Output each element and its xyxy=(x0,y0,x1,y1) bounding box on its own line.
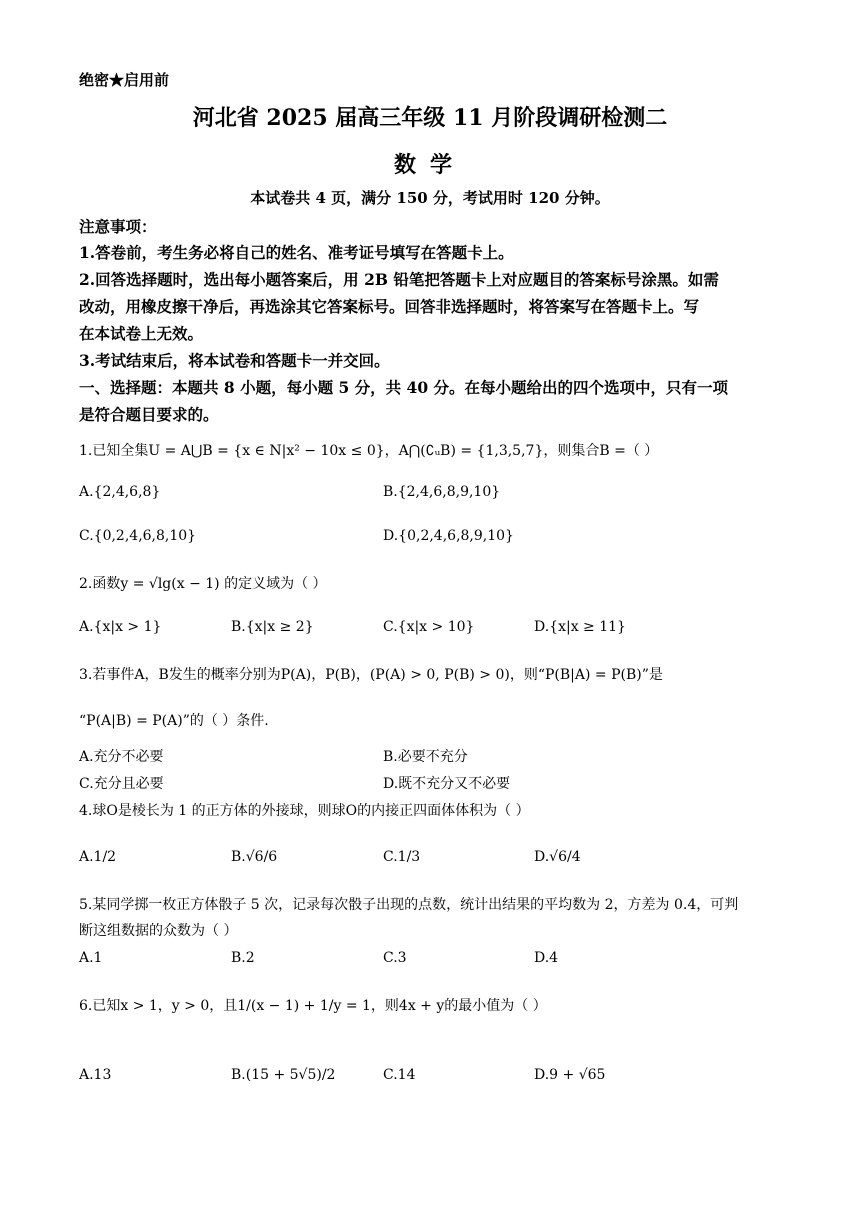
question-6-option-d: D.9 + √65 xyxy=(534,1067,606,1083)
question-5-option-c: C.3 xyxy=(383,950,407,966)
question-1-option-d: D.{0,2,4,6,8,9,10} xyxy=(383,528,514,544)
question-4-option-a: A.1/2 xyxy=(79,849,117,865)
note-item-2-line3: 在本试卷上无效。 xyxy=(79,324,204,343)
question-2-option-a: A.{x|x > 1} xyxy=(79,619,162,635)
note-item-2-line2: 改动，用橡皮擦干净后，再选涂其它答案标号。回答非选择题时，将答案写在答题卡上。写 xyxy=(79,297,700,316)
question-3-option-d: D.既不充分又不必要 xyxy=(383,776,511,792)
question-1-option-b: B.{2,4,6,8,9,10} xyxy=(383,484,501,500)
question-2-stem: 2.函数y = √lg(x − 1) 的定义域为（ ） xyxy=(79,576,327,592)
question-5-stem: 5.某同学掷一枚正方体骰子 5 次，记录每次骰子出现的点数，统计出结果的平均数为 2，方差为 0.4，可判 xyxy=(79,897,739,913)
section-heading-line2: 是符合题目要求的。 xyxy=(79,405,219,424)
question-6-option-a: A.13 xyxy=(79,1067,112,1083)
question-2-option-b: B.{x|x ≥ 2} xyxy=(231,619,314,635)
note-item-1: 1.答卷前，考生务必将自己的姓名、准考证号填写在答题卡上。 xyxy=(79,243,514,262)
note-item-2-line1: 2.回答选择题时，选出每小题答案后，用 2B 铅笔把答题卡上对应题目的答案标号涂黑。如需 xyxy=(79,270,719,289)
question-2-option-d: D.{x|x ≥ 11} xyxy=(534,619,626,635)
section-heading-line1: 一、选择题：本题共 8 小题，每小题 5 分，共 40 分。在每小题给出的四个选项中，只有一项 xyxy=(79,378,729,397)
question-4-stem: 4.球O是棱长为 1 的正方体的外接球，则球O的内接正四面体体积为（ ） xyxy=(79,803,530,819)
question-3-option-c: C.充分且必要 xyxy=(79,776,164,792)
note-item-3: 3.考试结束后，将本试卷和答题卡一并交回。 xyxy=(79,351,390,370)
question-6-option-b: B.(15 + 5√5)/2 xyxy=(231,1067,336,1083)
question-1-option-c: C.{0,2,4,6,8,10} xyxy=(79,528,197,544)
question-4-option-c: C.1/3 xyxy=(383,849,421,865)
question-6-option-c: C.14 xyxy=(383,1067,416,1083)
subject-title: 数学 xyxy=(393,152,466,178)
question-4-option-b: B.√6/6 xyxy=(231,849,278,865)
question-5-option-b: B.2 xyxy=(231,950,255,966)
secret-mark: 绝密★启用前 xyxy=(79,71,170,89)
question-1-stem: 1.已知全集U = A⋃B = {x ∈ N|x² − 10x ≤ 0}，A⋂(∁ᵤB) = {1,3,5,7}，则集合B =（ ） xyxy=(79,443,659,459)
question-2-option-c: C.{x|x > 10} xyxy=(383,619,475,635)
question-3-option-a: A.充分不必要 xyxy=(79,749,164,765)
question-3-stem: 3.若事件A，B发生的概率分别为P(A)，P(B)，(P(A) > 0, P(B) > 0)，则“P(B|A) = P(B)”是 xyxy=(79,667,663,683)
notes-heading: 注意事项： xyxy=(79,217,157,236)
question-3-option-b: B.必要不充分 xyxy=(383,749,468,765)
exam-title: 河北省 2025 届高三年级 11 月阶段调研检测二 xyxy=(192,105,668,131)
question-6-stem: 6.已知x > 1，y > 0，且1/(x − 1) + 1/y = 1，则4x + y的最小值为（ ） xyxy=(79,998,547,1014)
question-5-option-a: A.1 xyxy=(79,950,103,966)
exam-info: 本试卷共 4 页，满分 150 分，考试用时 120 分钟。 xyxy=(250,189,610,207)
question-5-stem-cont: 断这组数据的众数为（ ） xyxy=(79,923,238,939)
question-3-stem-cont: “P(A|B) = P(A)”的（ ）条件. xyxy=(79,713,269,729)
question-4-option-d: D.√6/4 xyxy=(534,849,581,865)
question-1-option-a: A.{2,4,6,8} xyxy=(79,484,161,500)
question-5-option-d: D.4 xyxy=(534,950,559,966)
